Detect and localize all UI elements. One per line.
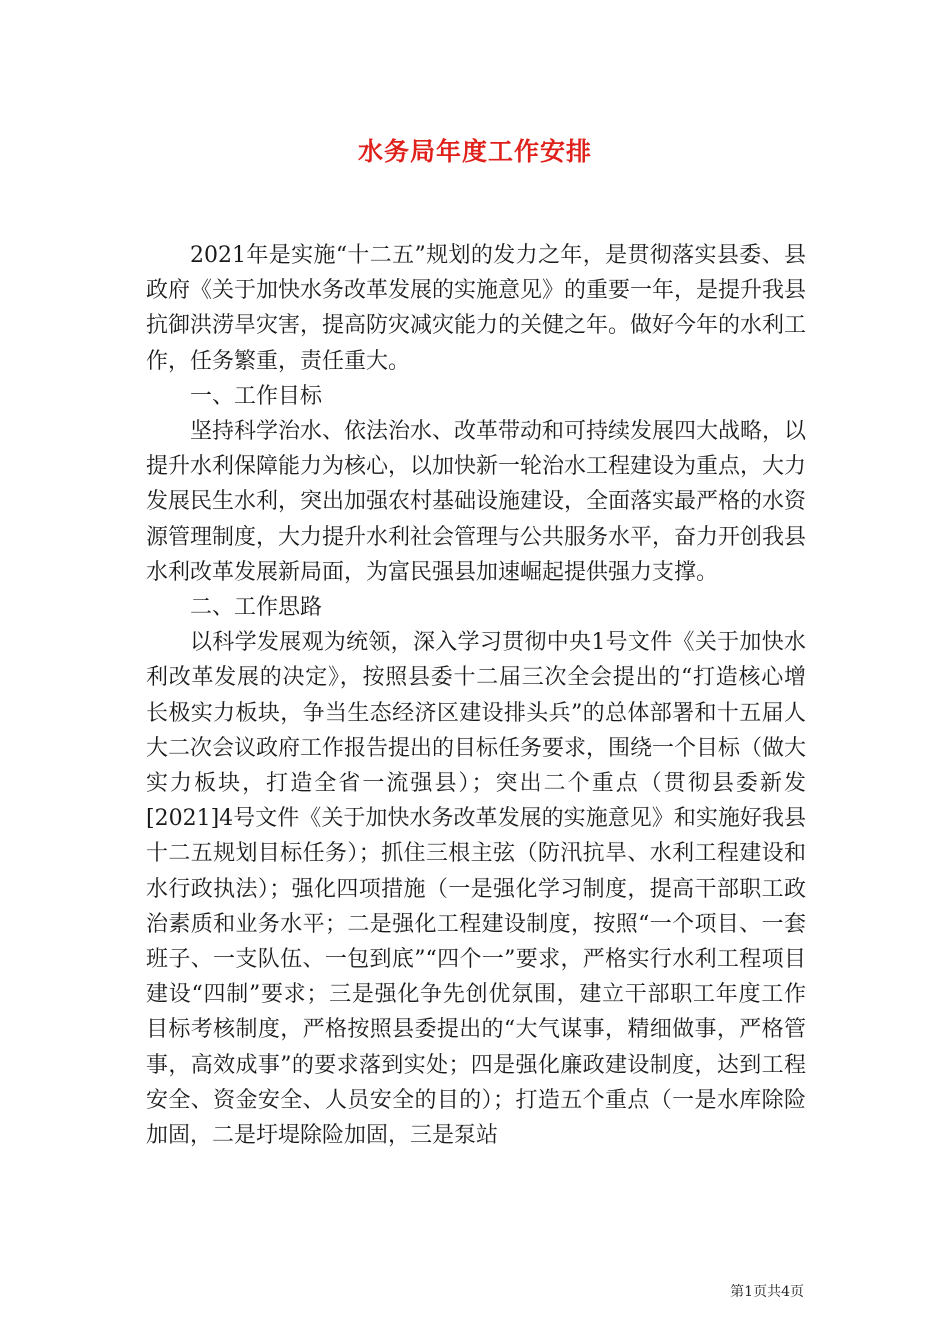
- section-heading-goals: 一、工作目标: [190, 383, 323, 409]
- paragraph-intro: 2021年是实施“十二五”规划的发力之年，是贯彻落实县委、县政府《关于加快水务改革发展的实施意见》的重要一年，是提升我县抗御洪涝旱灾害，提高防灾减灾能力的关健之年。做好今年的水利工作，任务繁重，责任重大。: [146, 243, 807, 374]
- document-body: [146, 238, 806, 1153]
- document-title: 水务局年度工作安排: [357, 137, 592, 166]
- section-heading-approach: 二、工作思路: [190, 595, 323, 621]
- paragraph-approach: 以科学发展观为统领，深入学习贯彻中央1号文件《关于加快水利改革发展的决定》，按照县委十二届三次全会提出的“打造核心增长极实力板块，争当生态经济区建设排头兵”的总体部署和十五届人大二次会议政府工作报告提出的目标任务要求，围绕一个目标（做大实力板块，打造全省一流强县）；突出二个重点（贯彻县委新发[2021]4号文件《关于加快水务改革发展的实施意见》和实施好我县十二五规划目标任务）；抓住三根主弦（防汛抗旱、水利工程建设和水行政执法）；强化四项措施（一是强化学习制度，提高干部职工政治素质和业务水平；二是强化工程建设制度，按照“一个项目、一套班子、一支队伍、一包到底”“四个一”要求，严格实行水利工程项目建设“四制”要求；三是强化争先创优氛围，建立干部职工年度工作目标考核制度，严格按照县委提出的“大气谋事，精细做事，严格管事，高效成事”的要求落到实处；四是强化廉政建设制度，达到工程安全、资金安全、人员安全的目的）；打造五个重点（一是水库除险加固，二是圩堤除险加固，三是泵站: [146, 630, 807, 1149]
- page-number: 第1页共4页: [730, 1284, 804, 1300]
- paragraph-goals: 坚持科学治水、依法治水、改革带动和可持续发展四大战略，以提升水利保障能力为核心，以加快新一轮治水工程建设为重点，大力发展民生水利，突出加强农村基础设施建设，全面落实最严格的水资源管理制度，大力提升水利社会管理与公共服务水平，奋力开创我县水利改革发展新局面，为富民强县加速崛起提供强力支撑。: [146, 419, 807, 585]
